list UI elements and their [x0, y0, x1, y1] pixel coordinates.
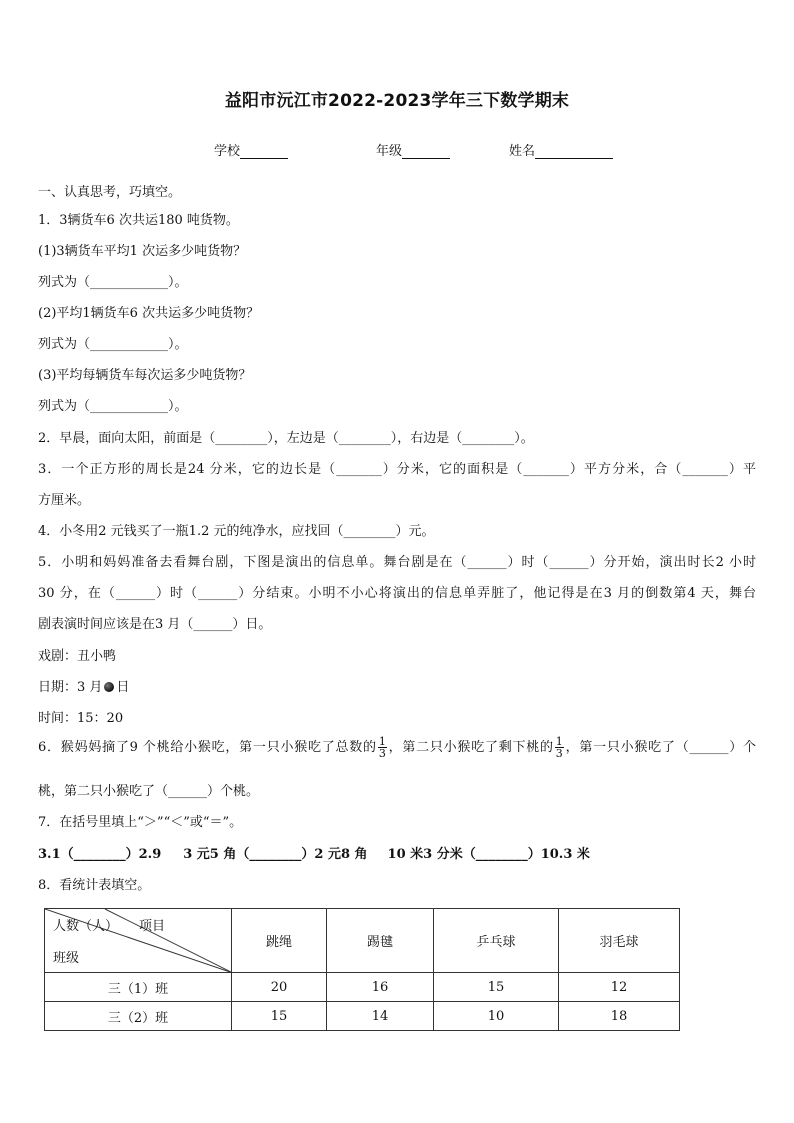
compare-item: 3.1（________）2.9: [38, 847, 162, 862]
ticket-play: 戏剧：丑小鸭: [38, 649, 117, 664]
fraction-one-third: [555, 736, 564, 759]
table-header-cell: 跳绳: [232, 909, 327, 973]
question-1-part-2: (2)平均1辆货车6 次共运多少吨货物？: [38, 306, 260, 321]
ink-blot-icon: [104, 682, 114, 692]
grade-blank[interactable]: [402, 145, 450, 159]
compare-item: 3 元5 角（________）2 元8 角: [183, 847, 368, 862]
question-3-line-2: 方厘米。: [38, 493, 91, 508]
corner-label-item: 项目: [139, 919, 166, 934]
table-cell: 15: [232, 1002, 327, 1031]
stats-table: [44, 908, 680, 1031]
ticket-date: [38, 676, 129, 695]
fraction-one-third: [378, 736, 387, 759]
fraction-denominator: 3: [555, 747, 563, 760]
name-blank[interactable]: [535, 145, 613, 159]
question-6-line-2: 桃，第二只小猴吃了（______）个桃。: [38, 784, 260, 799]
question-1-part-3-answer: 列式为（____________）。: [38, 399, 188, 414]
corner-label-people: 人数（人）: [53, 919, 119, 934]
ticket-time: 时间：15：20: [38, 711, 124, 726]
corner-label-class: 班级: [53, 951, 80, 966]
name-label: 姓名: [509, 144, 536, 159]
school-label: 学校: [214, 144, 241, 159]
table-header-cell: 羽毛球: [559, 909, 680, 973]
fraction-numerator: 1: [555, 735, 563, 748]
table-cell: 20: [232, 973, 327, 1002]
compare-item: 10 米3 分米（________）10.3 米: [387, 847, 590, 862]
question-5-line-3: 剧表演时间应该是在3 月（______）日。: [38, 617, 272, 632]
table-header-row: [45, 909, 680, 973]
question-1-part-2-answer: 列式为（____________）。: [38, 337, 188, 352]
fraction-numerator: 1: [378, 735, 386, 748]
question-2: 2．早晨，面向太阳，前面是（________），左边是（________），右边是（________）。: [38, 431, 534, 446]
question-6-text-c: ，第一只小猴吃了（______）个: [564, 740, 756, 755]
page-title: 益阳市沅江市2022-2023学年三下数学期末: [224, 91, 570, 111]
table-header-cell: 踢毽: [327, 909, 434, 973]
ticket-date-suffix: 日: [116, 680, 130, 695]
question-7-items: [38, 843, 590, 862]
table-row: [45, 973, 680, 1002]
question-1-part-1: (1)3辆货车平均1 次运多少吨货物？: [38, 244, 247, 259]
table-cell: 15: [434, 973, 559, 1002]
table-cell: 16: [327, 973, 434, 1002]
question-1: 1．3辆货车6 次共运180 吨货物。: [38, 213, 239, 228]
grade-field: [376, 140, 450, 159]
school-blank[interactable]: [240, 145, 288, 159]
table-cell: 14: [327, 1002, 434, 1031]
table-cell: 12: [559, 973, 680, 1002]
ticket-date-prefix: 日期：3 月: [38, 680, 103, 695]
table-corner-cell: [45, 909, 232, 973]
question-1-part-3: (3)平均每辆货车每次运多少吨货物？: [38, 368, 252, 383]
section-heading: 一、认真思考，巧填空。: [38, 185, 182, 200]
question-6-text-a: 6．猴妈妈摘了9 个桃给小猴吃，第一只小猴吃了总数的: [38, 740, 377, 755]
question-8: 8．看统计表填空。: [38, 878, 151, 893]
question-4: 4．小冬用2 元钱买了一瓶1.2 元的纯净水，应找回（________）元。: [38, 524, 435, 539]
question-7: 7．在括号里填上“＞”“＜”或“＝”。: [38, 815, 243, 830]
grade-label: 年级: [376, 144, 403, 159]
question-6-line-1: [38, 736, 756, 759]
question-5-line-1: 5．小明和妈妈准备去看舞台剧，下图是演出的信息单。舞台剧是在（______）时（______）分开始，演出时长2 小时: [38, 555, 756, 570]
table-row-label: 三（2）班: [45, 1002, 232, 1031]
table-header-cell: 乒乓球: [434, 909, 559, 973]
question-1-part-1-answer: 列式为（____________）。: [38, 275, 188, 290]
school-field: [214, 140, 288, 159]
table-cell: 18: [559, 1002, 680, 1031]
question-3-line-1: 3．一个正方形的周长是24 分米，它的边长是（_______）分米，它的面积是（_______）平方分米，合（_______）平: [38, 462, 756, 477]
name-field: [509, 140, 613, 159]
fraction-denominator: 3: [378, 747, 386, 760]
table-cell: 10: [434, 1002, 559, 1031]
table-row: [45, 1002, 680, 1031]
question-6-text-b: ，第二只小猴吃了剩下桃的: [387, 740, 554, 755]
question-5-line-2: 30 分，在（______）时（______）分结束。小明不小心将演出的信息单弄脏了，他记得是在3 月的倒数第4 天，舞台: [38, 586, 756, 601]
table-row-label: 三（1）班: [45, 973, 232, 1002]
